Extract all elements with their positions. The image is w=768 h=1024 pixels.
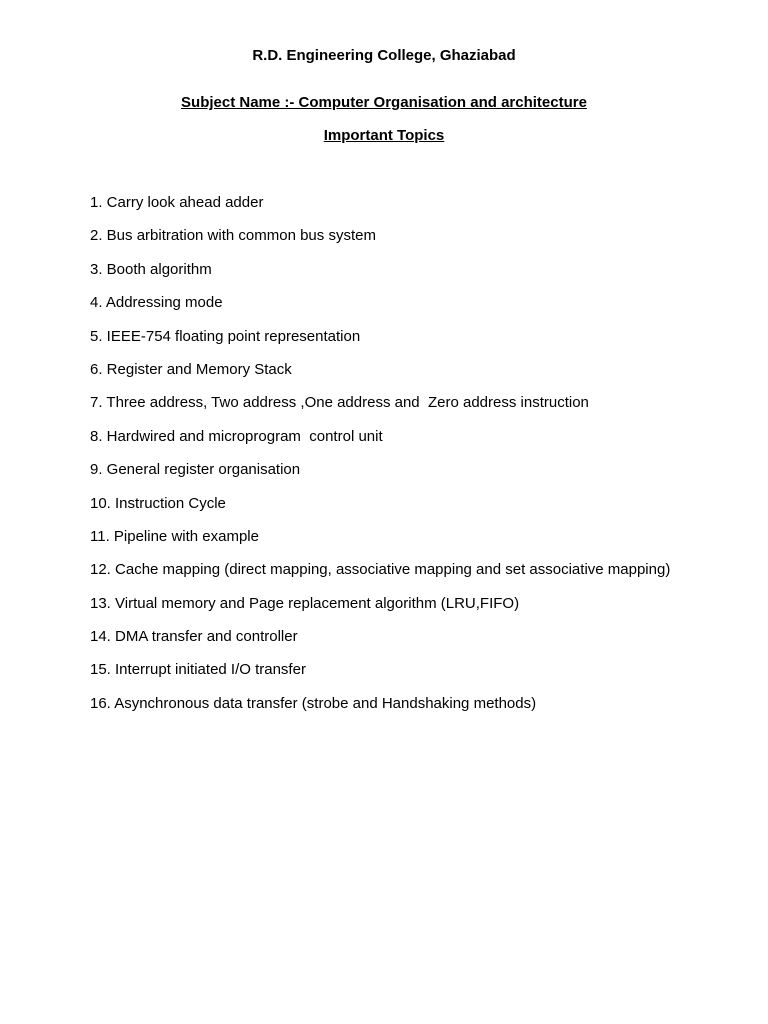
topic-list xyxy=(90,194,670,728)
subject-name: Subject Name :- Computer Organisation and architecture xyxy=(181,94,587,111)
topic-item: 3. Booth algorithm xyxy=(90,260,212,278)
topic-item: 13. Virtual memory and Page replacement algorithm (LRU,FIFO) xyxy=(90,594,520,612)
topic-item: 9. General register organisation xyxy=(90,461,301,479)
topic-item: 5. IEEE-754 floating point representation xyxy=(90,327,361,345)
topic-item: 15. Interrupt initiated I/O transfer xyxy=(90,661,306,679)
topic-item: 6. Register and Memory Stack xyxy=(90,360,292,378)
topics-title: Important Topics xyxy=(323,127,445,144)
topic-item: 1. Carry look ahead adder xyxy=(90,194,264,211)
topic-item: 10. Instruction Cycle xyxy=(90,494,226,512)
topic-item: 4. Addressing mode xyxy=(90,294,223,312)
topic-item: 8. Hardwired and microprogram control unit xyxy=(90,427,383,445)
topic-item: 7. Three address, Two address ,One address and Zero address instruction xyxy=(90,394,589,412)
topic-item: 12. Cache mapping (direct mapping, associative mapping and set associative mapping) xyxy=(90,561,671,579)
topic-item: 2. Bus arbitration with common bus system xyxy=(90,227,376,245)
topic-item: 11. Pipeline with example xyxy=(90,527,259,545)
college-name: R.D. Engineering College, Ghaziabad xyxy=(252,47,516,64)
topic-item: 16. Asynchronous data transfer (strobe and Handshaking methods) xyxy=(90,694,537,712)
topic-item: 14. DMA transfer and controller xyxy=(90,628,298,646)
